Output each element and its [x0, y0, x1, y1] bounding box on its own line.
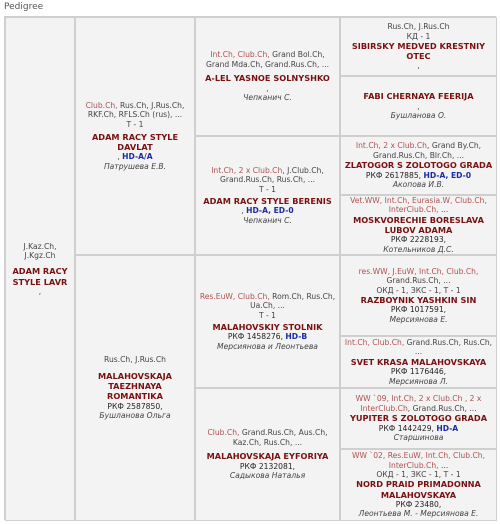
- sire-health: , HD-A/A: [117, 152, 153, 162]
- ds-name-link[interactable]: MALAHOVSKIY STOLNIK: [212, 322, 323, 333]
- dam-cell: [75, 255, 195, 521]
- g1-name-link[interactable]: SIBIRSKY MEDVED KRESTNIY OTEC: [351, 40, 486, 62]
- dog-cell: [5, 17, 75, 521]
- g6-titles: Int.Ch, Club.Ch, Grand.Rus.Ch, Rus.Ch, ...: [344, 337, 493, 357]
- ds-cell: [195, 255, 340, 388]
- ds-hd: HD-B: [285, 332, 308, 342]
- sd-titles: Int.Ch, 2 x Club.Ch, J.Club.Ch, Grand.Rus.Ch, Rus.Ch, ...: [211, 165, 324, 185]
- g5-titles-2: ОКД - 1, ЗКС - 1, Т - 1: [376, 285, 461, 295]
- g7-name-link[interactable]: YUPITER S ZOLOTOGO GRADA: [349, 413, 488, 424]
- ds-reg-line: РКФ 1458276, HD-B: [227, 332, 308, 342]
- dd-owner: Садыкова Наталья: [229, 471, 306, 481]
- sire-titles-red: Club.Ch,: [85, 100, 118, 110]
- g6-reg: РКФ 1176446,: [390, 367, 447, 377]
- g1-titles-2: КД - 1: [406, 31, 431, 41]
- g2-suffix: ,: [417, 101, 420, 111]
- dd-titles: Club.Ch, Grand.Rus.Ch, Aus.Ch, Kaz.Ch, Rus.Ch, ...: [207, 428, 328, 447]
- g7-hd: HD-A: [436, 423, 459, 433]
- sire-titles: [79, 101, 191, 120]
- sire-owner: Патрушева Е.В.: [103, 161, 167, 171]
- ss-cell: [195, 17, 340, 136]
- sd-name-link[interactable]: ADAM RACY STYLE BERENIS: [203, 196, 332, 207]
- ss-titles: Int.Ch, Club.Ch, Grand Bol.Ch, Grand Mda.Ch, Grand.Rus.Ch, ...: [205, 50, 330, 69]
- sire-name-link[interactable]: ADAM RACY STYLE DAVLAT: [91, 131, 179, 153]
- g8-reg: РКФ 23480,: [395, 499, 442, 509]
- g4-cell: [340, 195, 497, 255]
- g6-cell: [340, 336, 497, 388]
- g5-titles: res.WW, J.EuW, Int.Ch, Club.Ch, Grand.Rus.Ch, ...: [358, 266, 479, 286]
- g2-cell: [340, 76, 497, 136]
- dam-owner: Бушланова Ольга: [99, 411, 171, 421]
- pedigree-table: [4, 16, 496, 520]
- dd-name-link[interactable]: MALAHOVSKAJA EYFORIYA: [206, 451, 329, 462]
- sire-cell: [75, 17, 195, 255]
- g3-cell: [340, 136, 497, 195]
- g7-reg-line: РКФ 1442429, HD-A: [378, 423, 459, 433]
- g1-suffix: ,: [417, 61, 420, 71]
- g3-name-link[interactable]: ZLATOGOR S ZOLOTOGO GRADA: [344, 160, 493, 171]
- dog-titles: J.Kaz.Ch, J.Kgz.Ch: [23, 241, 57, 260]
- g4-owner: Котельников Д.С.: [383, 244, 454, 254]
- dam-titles: Rus.Ch, J.Rus.Ch: [104, 355, 166, 365]
- g3-owner: Акопова И.В.: [392, 180, 445, 190]
- ss-suffix: ,: [266, 83, 269, 93]
- sd-health: , HD-A, ED-0: [241, 206, 294, 216]
- g3-reg-line: РКФ 2617885, HD-A, ED-0: [365, 170, 472, 180]
- g2-owner: Бушланова О.: [390, 111, 447, 121]
- g5-owner: Мерсиянова Е.: [389, 314, 448, 324]
- sd-titles-2: T - 1: [258, 184, 277, 194]
- ds-owner: Мерсиянова и Леонтьева: [217, 341, 318, 351]
- g3-titles: Int.Ch, 2 x Club.Ch, Grand By.Ch, Grand.Rus.Ch, Blr.Ch, ...: [355, 141, 482, 160]
- sire-titles-gray: Rus.Ch, J.Rus.Ch, RKF.Ch, RFLS.Ch (rus), ...: [87, 100, 185, 120]
- ss-owner: Чепканич С.: [243, 93, 292, 103]
- ds-titles: Res.EuW, Club.Ch, Rom.Ch, Rus.Ch, Ua.Ch, ...: [199, 291, 336, 311]
- sd-owner: Чепканич С.: [243, 215, 292, 225]
- g8-owner: Леонтьева М. - Мерсиянова Е.: [358, 509, 479, 519]
- sire-titles-2: T - 1: [126, 119, 144, 129]
- g8-titles: WW `02, Res.EuW, Int.Ch, Club.Ch, InterClub.Ch, ...: [351, 451, 486, 470]
- sd-cell: [195, 136, 340, 255]
- dam-reg: РКФ 2587850,: [107, 401, 163, 411]
- dd-cell: [195, 388, 340, 521]
- g8-titles-2: ОКД - 1, ЗКС - 1, Т - 1: [376, 470, 461, 479]
- dog-suffix: ,: [38, 286, 42, 296]
- g1-titles: Rus.Ch, J.Rus.Ch: [387, 22, 450, 32]
- ss-name-link[interactable]: A-LEL YASNOE SOLNYSHKO: [205, 73, 330, 84]
- page-title: Pedigree: [4, 2, 44, 12]
- g7-titles: WW `09, Int.Ch, 2 x Club.Ch , 2 x InterClub.Ch, Grand.Rus.Ch, ...: [355, 394, 482, 413]
- g5-cell: [340, 255, 497, 336]
- g4-titles: Vet.WW, Int.Ch, Eurasia.W, Club.Ch, InterClub.Ch, ...: [350, 195, 487, 215]
- dd-reg: РКФ 2132081,: [239, 461, 296, 471]
- g2-name-link[interactable]: FABI CHERNAYA FEERIJA: [363, 91, 474, 102]
- g4-name-link[interactable]: MOSKVORECHIE BORESLAVA LUBOV ADAMA: [353, 214, 484, 235]
- ds-titles-2: T - 1: [258, 310, 277, 320]
- g6-owner: Мерсиянова Л.: [389, 376, 448, 386]
- sire-hd: HD-A/A: [122, 152, 153, 162]
- dam-name-link[interactable]: MALAHOVSKAJA TAEZHNAYA ROMANTIKA: [98, 370, 172, 402]
- dog-name-link[interactable]: ADAM RACY STYLE LAVR: [12, 266, 68, 287]
- g7-cell: [340, 388, 497, 449]
- g4-reg: РКФ 2228193,: [390, 235, 447, 245]
- g8-name-link[interactable]: NORD PRAID PRIMADONNA MALAHOVSKAYA: [356, 479, 481, 500]
- g6-name-link[interactable]: SVET KRASA MALAHOVSKAYA: [350, 356, 487, 367]
- g8-cell: [340, 449, 497, 521]
- g7-owner: Старшинова: [393, 433, 444, 443]
- g5-reg: РКФ 1017591,: [390, 305, 447, 315]
- g1-cell: [340, 17, 497, 76]
- g5-name-link[interactable]: RAZBOYNIK YASHKIN SIN: [360, 295, 477, 306]
- g3-hd: HD-A, ED-0: [423, 170, 472, 180]
